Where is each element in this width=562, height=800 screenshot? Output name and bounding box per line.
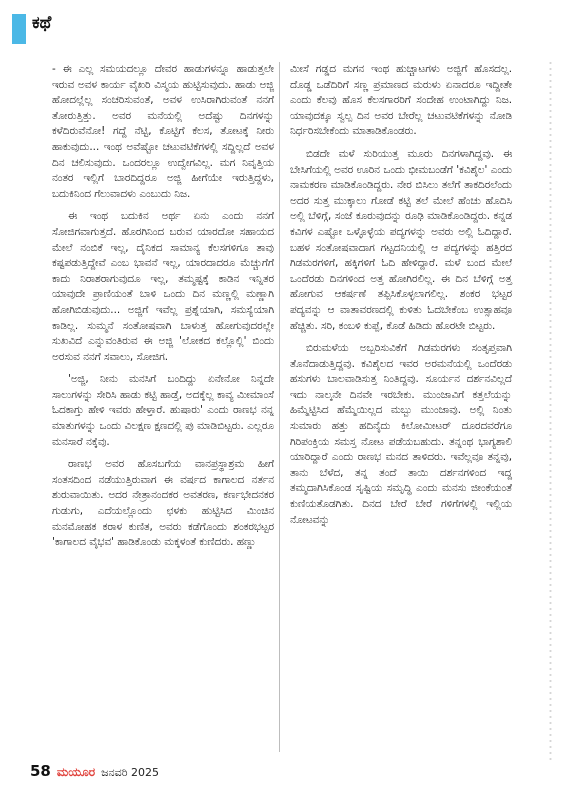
paragraph: ರಾಣಭ ಅವರ ಹೊಸಬಗೆಯ ವಾನಪ್ರಸ್ಥಾಶ್ರಮ ಹೀಗೆ ಸಂತಸದಿಂದ ನಡೆಯುತ್ತಿರುವಾಗ ಈ ವರ್ಷದ ಕಾಗಾಲದ ನರ್ತನ ಶುರುವಾಯಿತು. ಅದರ ನೇತ್ರಾನಂದಕರ ಅವತರಣ, ಕರ್ಣಭೇದನಕರ ಗುಡುಗು, ಎದೆಯಲ್ಲೊಂದು ಛಳಕು ಹುಟ್ಟಿಸಿದ ಮಿಂಚಿನ ಮನಮೋಹಕ ಕರಾಳ ಕುಣಿತ, ಅವರು ಕಡೆಗೊಂದು ಶಂಕರಭಟ್ಟರ 'ಕಾಗಾಲದ ವೈಭವ' ಹಾಡಿಕೊಂಡು ಮಕ್ಕಳಂತೆ ಕುಣಿದರು. ಹಣ್ಣು [52,458,274,549]
page-number: 58 [30,762,51,780]
paragraph: ಬಿರುಮಳೆಯ ಅಬ್ಬರಿಸುವಿಕೆಗೆ ಗಿಡಮರಗಳು ಸಂತೃಪ್ತವಾಗಿ ತೊನೆದಾಡುತ್ತಿದ್ದವು. ಕವಿಶೈಲದ ಇವರ ಅರಮನೆಯಲ್ಲಿ ಒಂದೆರಡು ಹಸುಗಳು ಬಾಲವಾಡಿಸುತ್ತ ನಿಂತಿದ್ದವು. ಸೂರ್ಯನ ದರ್ಶನವಿಲ್ಲದೆ ಇದು ನಾಲ್ಕನೇ ದಿನವೇ ಇರಬೇಕು. ಮುಂಜಾವಿಗೆ ಕತ್ತಲೆಯನ್ನು ಹಿಮ್ಮೆಟ್ಟಿಸಿದ ಹೆಮ್ಮೆಯಿಲ್ಲದ ಮಬ್ಬು ಮುಂಜಾವು. ಅಲ್ಲಿ ನಿಂತು ಸುಮಾರು ಹತ್ತು ಹದಿನೈದು ಕಿಲೋಮೀಟರ್ ದೂರದವರೆಗೂ ಗಿರಿಪಂಕ್ತಿಯ ಸಮಸ್ತ ನೋಟ ಪಡೆಯಬಹುದು. ತನ್ನಂಥ ಭಾಗ್ಯಶಾಲಿ ಯಾರಿದ್ದಾರೆ ಎಂದು ರಾಣಭ ಮನದ ತಾಳಿದರು. ಇವೆಲ್ಲವೂ ತನ್ನವು, ತಾನು ಬೆಳೆದ, ತನ್ನ ತಂದೆ ತಾಯಿ ದರ್ಶನಗಳಿಂದ ಇದ್ದ ತಮ್ಮದಾಗಿಸಿಕೊಂಡ ಸೃಷ್ಟಿಯ ಸಮೃದ್ಧಿ ಎಂದು ಮನಸು ಜೀಂಕೆಯಂತೆ ಕುಣಿಯತೊಡಗಿತು. ದಿನದ ಬೇರೆ ಬೇರೆ ಗಳಿಗೆಗಳಲ್ಲಿ ಇಲ್ಲಿಯ ನೋಟವನ್ನು [290,342,512,526]
paragraph: ಬಿಡದೇ ಮಳೆ ಸುರಿಯುತ್ತ ಮೂರು ದಿನಗಳಾಗಿದ್ದವು. ಈ ಬೇಸಿಗೆಯಲ್ಲಿ ಅವರ ಊರಿನ ಒಂದು ಭೀಮಬಂಡೆಗೆ 'ಕವಿಶೈಲ' ಎಂದು ನಾಮಕರಣ ಮಾಡಿಕೊಂಡಿದ್ದರು. ನೇರ ಬಿಸಿಲು ತಲೆಗೆ ತಾಕದಿರಲೆಂದು ಅದರ ಸುತ್ತ ಮುಕ್ಕಾಲು ಗೋಡೆ ಕಟ್ಟಿ ತಲೆ ಮೇಲೆ ಹೆಂಚು ಹೊದಿಸಿ ಅಲ್ಲಿ ಬೆಳಿಗ್ಗೆ, ಸಂಜೆ ಕೂರುವುದನ್ನು ರೂಢಿ ಮಾಡಿಕೊಂಡಿದ್ದರು. ಕನ್ನಡ ಕವಿಗಳ ಎಷ್ಟೋ ಒಳ್ಳೊಳ್ಳೆಯ ಪದ್ಯಗಳನ್ನು ಅವರು ಅಲ್ಲಿ ಓದಿದ್ದಾರೆ. ಬಹಳ ಸಂತೋಷವಾದಾಗ ಗಟ್ಟದನಿಯಲ್ಲಿ ಆ ಪದ್ಯಗಳನ್ನು ಹತ್ತಿರದ ಗಿಡಮರಗಳಿಗೆ, ಹಕ್ಕಿಗಳಿಗೆ ಓದಿ ಹೇಳಿದ್ದಾರೆ. ಮಳೆ ಬಂದ ಮೇಲೆ ಒಂದೆರಡು ದಿನಗಳಿಂದ ಅತ್ತ ಹೋಗಿರಲಿಲ್ಲ. ಈ ದಿನ ಬೆಳಿಗ್ಗೆ ಅತ್ತ ಹೋಗುವ ಆಕರ್ಷಣೆ ತಪ್ಪಿಸಿಕೊಳ್ಳಲಾಗಲಿಲ್ಲ. ಶಂಕರ ಭಟ್ಟರ ಪದ್ಯವನ್ನು ಆ ವಾತಾವರಣದಲ್ಲಿ ಕುಳಿತು ಓದಬೇಕೆಂಬ ಉತ್ಸಾಹವೂ ಹೆಚ್ಚಿತು. ಸರಿ, ಕಂಬಳಿ ಕುಪ್ಪೆ, ಕೊಡೆ ಹಿಡಿದು ಹೊರಟೇ ಬಿಟ್ಟರು. [290,147,512,332]
right-column [290,62,512,535]
paragraph: ಮೀಸೆ ಗಡ್ಡದ ಮಗನ ಇಂಥ ಹುಚ್ಚಾಟಗಳು ಅಜ್ಜಿಗೆ ಹೊಸದಲ್ಲ. ದೊಡ್ಡ ಒಡೆದಿರಿಗೆ ಸಣ್ಣ ಪ್ರಮಾಣದ ಮರುಳು ಏನಾದರೂ ಇದ್ದೀತೇ ಎಂದು ಕೆಲವು ಹೊಸ ಕೆಲಸಗಾರರಿಗೆ ಸಂದೇಹ ಉಂಟಾಗಿದ್ದು ನಿಜ. ಯಾವುದಕ್ಕೂ ಸ್ವಲ್ಪ ದಿನ ಅವರ ಬೇರೆಲ್ಲ ಚಟುವಟಿಕೆಗಳನ್ನು ನೋಡಿ ನಿರ್ಧರಿಸಬೇಕೆಂದು ಮಾತಾಡಿಕೊಂಡರು. [290,63,512,138]
section-accent-bar [12,14,26,44]
paragraph: ಈ ಇಂಥ ಬದುಕಿನ ಅರ್ಥ ಏನು ಎಂದು ನನಗೆ ಸೋಜಿಗವಾಗುತ್ತದೆ. ಹೊರಗಿನಿಂದ ಬರುವ ಯಾರದೋ ಸಹಾಯದ ಮೇಲೆ ನಂಬಿಕೆ ಇಲ್ಲ, ದೈನಿಕದ ಸಾಮಾನ್ಯ ಕೆಲಸಗಳಿಗೂ ತಾವು ಕಷ್ಟಪಡುತ್ತಿದ್ದೇವೆ ಎಂಬ ಭಾವನೆ ಇಲ್ಲ, ಯಾರದಾದರೂ ಮೆಚ್ಚುಗೆಗೆ ಕಾದು ನಿರಾಶರಾಗುವುದೂ ಇಲ್ಲ, ತಮ್ಮಷ್ಟಕ್ಕೆ ಕಾಡಿನ ಇನ್ನಿತರ ಯಾವುದೇ ಪ್ರಾಣಿಯಂತೆ ಬಾಳಿ ಒಂದು ದಿನ ಮಣ್ಣಲ್ಲಿ ಮಣ್ಣಾಗಿ ಹೋಗಿಬಿಡುವುದು... ಅಜ್ಜಿಗೆ ಇವೆಲ್ಲ ಪ್ರಶ್ನೆಯಾಗಿ, ಸಮಸ್ಯೆಯಾಗಿ ಕಾಡಿಲ್ಲ. ಸುಮ್ಮನೆ ಸಂತೋಷವಾಗಿ ಬಾಳುತ್ತ ಹೋಗುವುದರಲ್ಲೇ ಸುಖವಿದೆ ಎನ್ನುವಂತಿರುವ ಈ ಅಜ್ಜಿ 'ಲೋಕದ ಕಲ್ಲೊಲ್ಲಿ' ಬಿಂದು ಅರಸುವ ನನಗೆ ಸವಾಲು, ಸೋಜಿಗ. [52,210,274,363]
margin-decoration [549,60,552,760]
issue-date: ಜನವರಿ 2025 [101,766,160,779]
section-title: ಕಥೆ [32,13,52,33]
column-divider [279,62,280,752]
page-footer [30,762,159,780]
magazine-logo: ಮಯೂರ [56,765,96,779]
paragraph: - ಈ ಎಲ್ಲ ಸಮಯದಲ್ಲೂ ದೇವರ ಹಾಡುಗಳನ್ನೂ ಹಾಡುತ್ತಲೇ ಇರುವ ಅವಳ ಕಾರ್ಯ ವೈಖರಿ ವಿಸ್ಮಯ ಹುಟ್ಟಿಸುವುದು. ಹಾಡು ಅಜ್ಜಿ ಹೋದಲ್ಲೆಲ್ಲ ಸಂಚರಿಸುವಂತೆ, ಅವಳ ಉಸಿರಾಗಿರುವಂತೆ ನನಗೆ ತೋರುತ್ತಿತ್ತು. ಅವರ ಮನೆಯಲ್ಲಿ ಅದೆಷ್ಟು ದಿನಗಳನ್ನು ಕಳೆದಿರುವೆನೋ! ಗದ್ದೆ ನೆಟ್ಟಿ, ಕೊಟ್ಟಿಗೆ ಕೆಲಸ, ತೋಟಕ್ಕೆ ನೀರು ಹಾಕುವುದು... ಇಂಥ ಅವೆಷ್ಟೋ ಚಟುವಟಿಕೆಗಳಲ್ಲಿ ಸದ್ದಿಲ್ಲದೆ ಅವಳ ದಿನ ಚಲಿಸುವುದು. ಒಂದರಲ್ಲೂ ಉದ್ವೇಗವಿಲ್ಲ. ಮಗ ನಿವೃತ್ತಿಯ ನಂತರ ಇಲ್ಲಿಗೆ ಬಾರದಿದ್ದರೂ ಅಜ್ಜಿ ಹೀಗೆಯೇ ಇರುತ್ತಿದ್ದಳು, ಬದುಕಿನಿಂದ ಗೆಲುವಾದಳು ಎಂಬುದು ನಿಜ. [52,63,274,200]
paragraph: 'ಅಜ್ಜಿ, ನೀನು ಮನಸಿಗೆ ಬಂದಿದ್ದು ಏನೇನೋ ನಿನ್ನದೇ ಸಾಲುಗಳನ್ನು ಸೇರಿಸಿ ಹಾಡು ಕಟ್ಟಿ ಹಾಡ್ತೆ, ಅದಕ್ಕೆಲ್ಲ ಕಾವ್ಯ ಮೀಮಾಂಸೆ ಓದಕಾಗ್ತು ಹೇಳಿ ಇವರು ಹೇಳ್ತಾರೆ. ಹುಷಾರು' ಎಂದು ರಾಣಭ ನನ್ನ ಮಾತುಗಳನ್ನು ಒಂದು ವಿಲಕ್ಷಣ ಕ್ಷಣದಲ್ಲಿ ಪು ಮಾಡಿಬಿಟ್ಟರು. ಎಲ್ಲರೂ ಮನಸಾರೆ ನಕ್ಕೆವು. [52,373,274,448]
left-column [52,62,274,558]
